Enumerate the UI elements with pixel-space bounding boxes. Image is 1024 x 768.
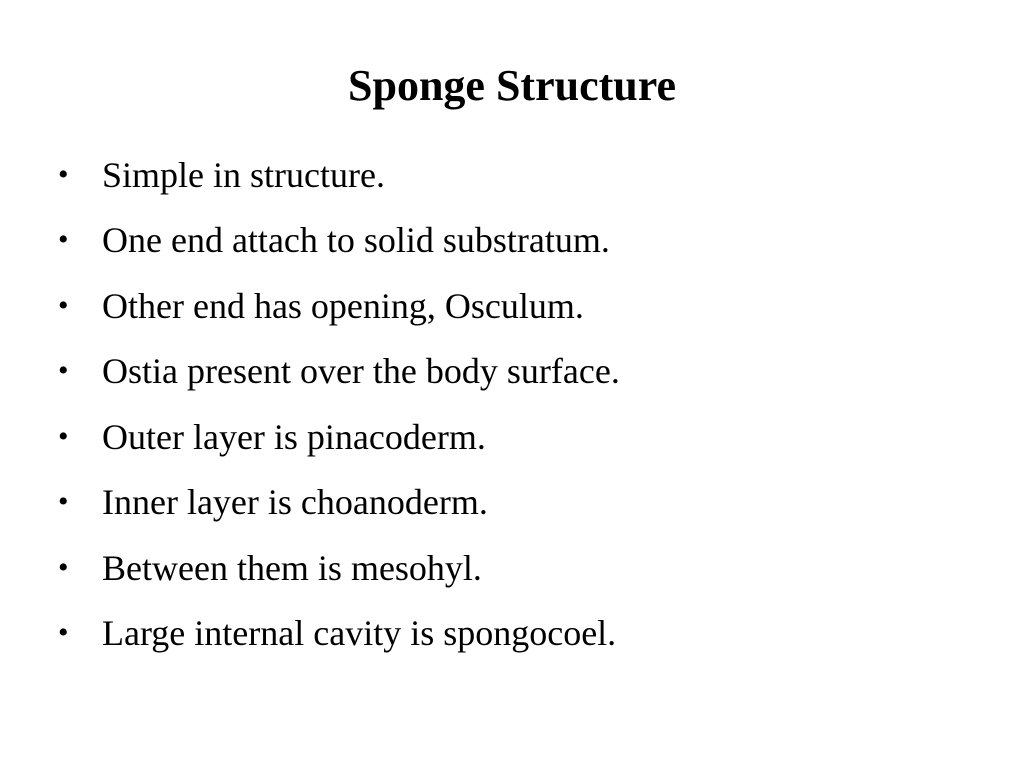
bullet-text: Outer layer is pinacoderm. [102, 416, 486, 457]
bullet-icon: • [58, 157, 69, 191]
bullet-text: Other end has opening, Osculum. [102, 285, 584, 326]
bullet-text: Inner layer is choanoderm. [102, 482, 488, 523]
bullet-text: Ostia present over the body surface. [102, 351, 620, 392]
bullet-icon: • [58, 485, 69, 519]
bullet-list [56, 142, 976, 666]
bullet-icon: • [58, 616, 69, 650]
bullet-item [56, 339, 976, 405]
bullet-icon: • [58, 288, 69, 322]
bullet-icon: • [58, 223, 69, 257]
bullet-item [56, 404, 976, 470]
bullet-item [56, 601, 976, 667]
slide-title: Sponge Structure [348, 61, 676, 110]
bullet-text: One end attach to solid substratum. [102, 220, 610, 261]
bullet-item [56, 208, 976, 274]
bullet-text: Simple in structure. [102, 154, 385, 195]
bullet-item [56, 535, 976, 601]
bullet-icon: • [58, 550, 69, 584]
bullet-item [56, 470, 976, 536]
bullet-text: Between them is mesohyl. [102, 547, 482, 588]
bullet-item [56, 273, 976, 339]
bullet-icon: • [58, 419, 69, 453]
bullet-icon: • [58, 354, 69, 388]
bullet-item [56, 142, 976, 208]
bullet-text: Large internal cavity is spongocoel. [102, 613, 617, 654]
